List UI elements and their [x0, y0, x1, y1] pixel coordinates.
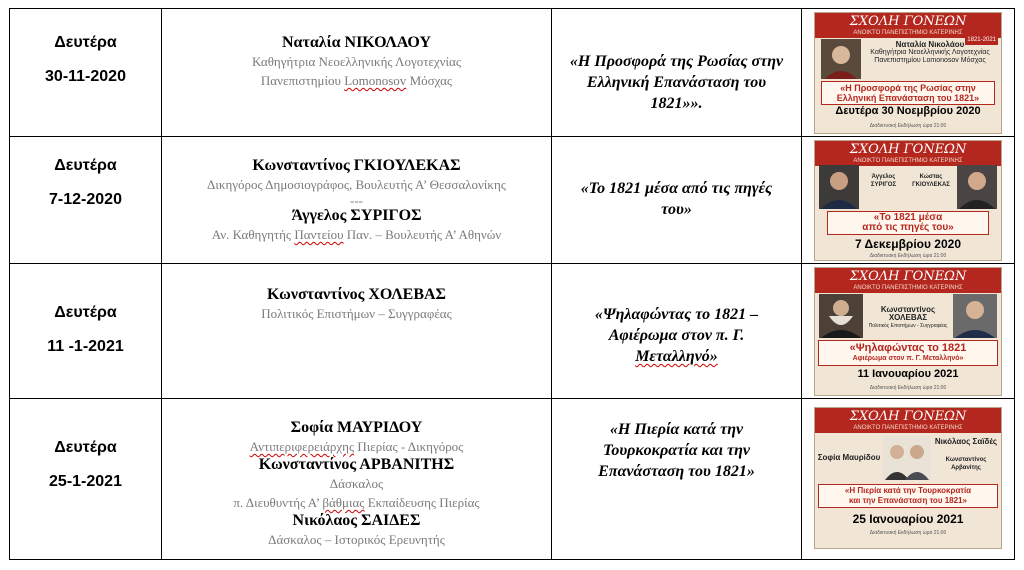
topic-cell	[552, 399, 802, 560]
table-row	[10, 9, 1015, 137]
speaker-role: π. Διευθυντής Α’ βάθμιας Εκπαίδευσης Πιερίας	[233, 495, 480, 510]
speaker-role: Καθηγήτρια Νεοελληνικής Λογοτεχνίας	[251, 54, 461, 69]
poster-speaker	[865, 306, 951, 330]
topic-cell	[552, 137, 802, 264]
speaker-role-part: Παντείου	[294, 227, 344, 242]
event-poster	[814, 407, 1002, 549]
poster-title-line: Ελληνική Επανάσταση του 1821»	[836, 93, 980, 103]
poster-title-line: «Το 1821 μέσα	[873, 212, 943, 223]
poster-speaker-name: Άγγελος ΣΥΡΙΓΟΣ	[870, 174, 897, 188]
topic-line: «Το 1821 μέσα από τις πηγές	[580, 180, 773, 197]
poster-date: 11 Ιανουαρίου 2021	[857, 368, 959, 380]
poster-cell	[802, 137, 1015, 264]
poster-school-title: ΣΧΟΛΗ ΓΟΝΕΩΝ	[815, 13, 1001, 29]
speaker-role: Δικηγόρος Δημοσιογράφος, Βουλευτής Α’ Θεσσαλονίκης	[207, 177, 506, 192]
day-label: Δευτέρα	[54, 157, 117, 174]
poster-speaker-note: Πολιτικός Επιστήμων - Συγγραφέας	[868, 323, 948, 329]
poster-speaker	[817, 454, 881, 462]
topic-cell	[552, 264, 802, 399]
table-row	[10, 264, 1015, 399]
date-label: 25-1-2021	[49, 473, 122, 490]
poster-date: 25 Ιανουαρίου 2021	[852, 512, 964, 526]
poster-school-sub: ΑΝΟΙΚΤΟ ΠΑΝΕΠΙΣΤΗΜΙΟ ΚΑΤΕΡΙΝΗΣ	[815, 157, 1001, 166]
poster-badge: 1821-2021	[967, 37, 996, 43]
speaker-role-part: Αντιπεριφερειάρχης	[249, 439, 355, 454]
poster-speaker-name: Νικόλαος Σαϊδές	[934, 437, 998, 446]
topic-line: Ελληνική Επανάσταση του	[586, 74, 767, 91]
speaker-role-part: βάθμιας	[322, 495, 365, 510]
date-label: 11 -1-2021	[47, 338, 124, 355]
poster-speaker	[933, 456, 999, 472]
topic-cell	[552, 9, 802, 137]
poster-school-sub: ΑΝΟΙΚΤΟ ΠΑΝΕΠΙΣΤΗΜΙΟ ΚΑΤΕΡΙΝΗΣ	[815, 29, 1001, 38]
poster-footer: Διαδικτυακή Εκδήλωση ώρα 21:00	[869, 385, 947, 391]
topic-line	[560, 346, 793, 367]
date-label: 7-12-2020	[49, 191, 122, 208]
speaker-cell	[162, 9, 552, 137]
table-row	[10, 399, 1015, 560]
poster-cell	[802, 9, 1015, 137]
poster-title-line: «Η Πιερία κατά την Τουρκοκρατία	[844, 486, 972, 495]
speaker-role: Πανεπιστημίου Lomonosov Μόσχας	[260, 73, 453, 88]
event-poster	[814, 140, 1002, 261]
speaker-cell	[162, 137, 552, 264]
topic-line-text: Μεταλληνό»	[635, 348, 718, 365]
poster-title	[818, 340, 998, 366]
speaker-role: Πολιτικός Επιστήμων – Συγγραφέας	[261, 306, 452, 321]
poster-title-line: «Η Προσφορά της Ρωσίας στην	[840, 83, 976, 93]
day-label: Δευτέρα	[54, 34, 117, 51]
speaker-name: Κωνσταντίνος ΑΡΒΑΝΙΤΗΣ	[258, 456, 455, 473]
speaker-photo	[957, 165, 997, 209]
poster-speaker-name: Κωνσταντίνος Αρβανίτης	[945, 457, 987, 471]
poster-footer: Διαδικτυακή Εκδήλωση ώρα 21:00	[869, 253, 947, 259]
topic-line: 1821»».	[650, 95, 703, 112]
poster-speaker-name: Σοφία Μαυρίδου	[817, 453, 881, 462]
speaker-name: Άγγελος ΣΥΡΙΓΟΣ	[291, 207, 422, 224]
topic-line: Επανάσταση του 1821»	[598, 463, 755, 480]
poster-date: 7 Δεκεμβρίου 2020	[854, 237, 962, 251]
speaker-name: Κωνσταντίνος ΧΟΛΕΒΑΣ	[266, 286, 447, 303]
date-label: 30-11-2020	[45, 68, 126, 85]
poster-title-line: Αφιέρωμα στον π. Γ. Μεταλληνό»	[852, 355, 964, 362]
speaker-role: Δάσκαλος – Ιστορικός Ερευνητής	[268, 532, 445, 547]
poster-speaker	[907, 173, 955, 189]
poster-school-title: ΣΧΟΛΗ ΓΟΝΕΩΝ	[815, 268, 1001, 284]
speaker-photo	[819, 165, 859, 209]
poster-title-line: «Ψηλαφώντας το 1821	[849, 342, 967, 354]
poster-school-sub: ΑΝΟΙΚΤΟ ΠΑΝΕΠΙΣΤΗΜΙΟ ΚΑΤΕΡΙΝΗΣ	[815, 284, 1001, 293]
topic-line: Τουρκοκρατία και την	[603, 442, 750, 459]
poster-footer: Διαδικτυακή Εκδήλωση ώρα 21:00	[869, 530, 947, 536]
speaker-photo	[953, 294, 997, 338]
poster-school-title: ΣΧΟΛΗ ΓΟΝΕΩΝ	[815, 408, 1001, 424]
event-poster	[814, 12, 1002, 134]
date-cell	[10, 9, 162, 137]
poster-cell	[802, 399, 1015, 560]
poster-school-sub: ΑΝΟΙΚΤΟ ΠΑΝΕΠΙΣΤΗΜΙΟ ΚΑΤΕΡΙΝΗΣ	[815, 424, 1001, 433]
speaker-name: Νικόλαος ΣΑΙΔΕΣ	[292, 512, 421, 529]
poster-title	[818, 484, 998, 508]
table-row	[10, 137, 1015, 264]
event-poster	[814, 267, 1002, 396]
date-cell	[10, 399, 162, 560]
speaker-photo	[821, 39, 861, 79]
poster-speaker-name: Ναταλία Νικολάου	[895, 40, 965, 49]
poster-speaker	[861, 173, 906, 189]
poster-title	[821, 81, 995, 105]
schedule-table	[9, 8, 1015, 560]
poster-title-line: από τις πηγές του»	[862, 222, 954, 233]
speaker-cell	[162, 264, 552, 399]
speaker-role: Δάσκαλος	[329, 476, 384, 491]
date-cell	[10, 264, 162, 399]
day-label: Δευτέρα	[54, 439, 117, 456]
day-label: Δευτέρα	[54, 304, 117, 321]
poster-date: Δευτέρα 30 Νοεμβρίου 2020	[835, 105, 981, 117]
poster-speaker-name: Κώστας ΓΚΙΟΥΛΕΚΑΣ	[912, 174, 950, 188]
poster-cell	[802, 264, 1015, 399]
speaker-separator: ---	[350, 193, 363, 208]
speaker-role: Αντιπεριφερειάρχης Πιερίας - Δικηγόρος	[249, 439, 464, 454]
poster-title	[827, 211, 989, 235]
speaker-cell	[162, 399, 552, 560]
poster-speaker-name: Κωνσταντίνος ΧΟΛΕΒΑΣ	[880, 305, 936, 322]
speaker-name: Σοφία ΜΑΥΡΙΔΟΥ	[290, 419, 423, 436]
speaker-role: Αν. Καθηγητής Παντείου Παν. – Βουλευτής Α’ Αθηνών	[211, 227, 502, 242]
topic-line: «Η Προσφορά της Ρωσίας στην	[569, 53, 784, 70]
speaker-photo	[883, 436, 931, 480]
topic-line: «Ψηλαφώντας το 1821 –	[594, 306, 759, 323]
poster-footer: Διαδικτυακή Εκδήλωση ώρα 21:00	[869, 123, 947, 129]
topic-line: Αφιέρωμα στον π. Γ.	[608, 327, 745, 344]
speaker-name: Ναταλία ΝΙΚΟΛΑΟΥ	[281, 34, 432, 51]
poster-title-line: και την Επανάσταση του 1821»	[849, 496, 967, 505]
poster-speaker-note: Καθηγήτρια Νεοελληνικής Λογοτεχνίας Πανεπιστημίου Lomonosov Μόσχας	[870, 49, 990, 64]
speaker-photo	[819, 294, 863, 338]
topic-line: του»	[661, 201, 692, 218]
poster-school-title: ΣΧΟΛΗ ΓΟΝΕΩΝ	[815, 141, 1001, 157]
poster-speaker	[933, 438, 999, 446]
speaker-name: Κωνσταντίνος ΓΚΙΟΥΛΕΚΑΣ	[252, 157, 461, 174]
date-cell	[10, 137, 162, 264]
topic-line: «Η Πιερία κατά την	[609, 421, 744, 438]
speaker-role-part: Lomonosov	[344, 73, 407, 88]
